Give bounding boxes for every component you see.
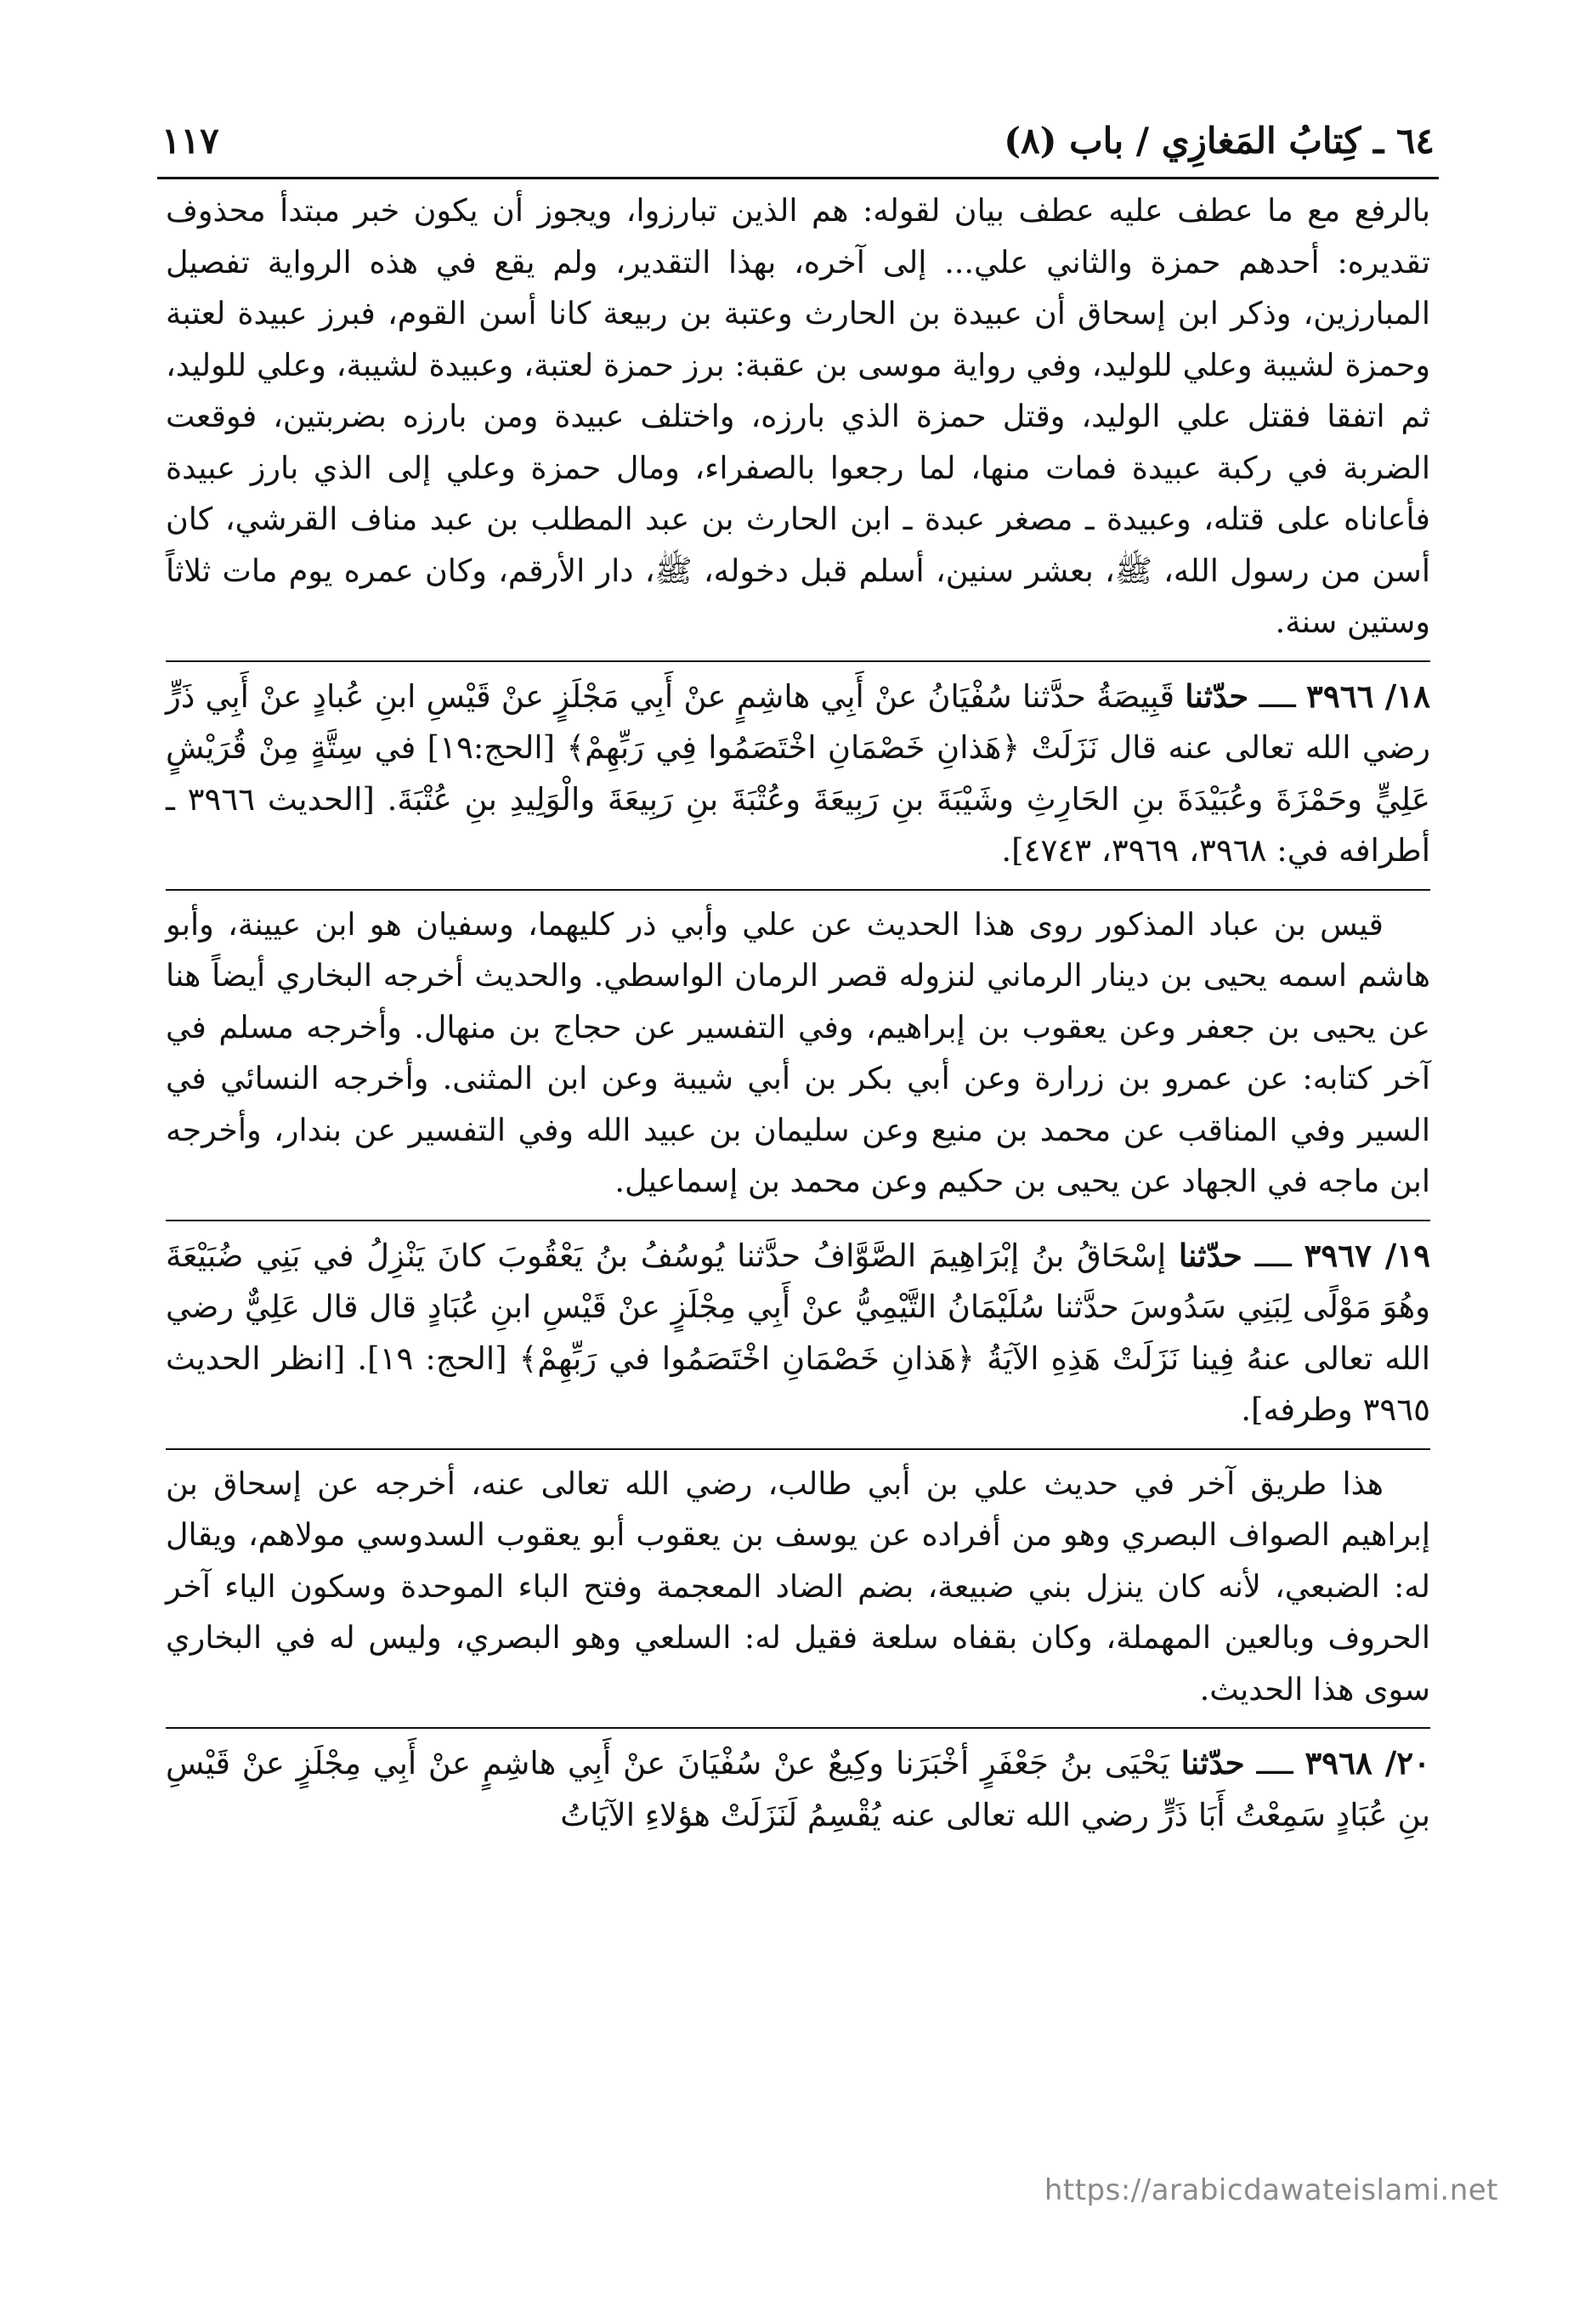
hadith-entry: [166, 671, 1430, 877]
commentary-paragraph: هذا طريق آخر في حديث علي بن أبي طالب، رضي الله تعالى عنه، أخرجه عن إسحاق بن إبراهيم الصواف البصري وهو من أفراده عن يوسف بن يعقوب أبو يعقوب السدوسي مولاهم، ويقال له: الضبعي، لأنه كان ينزل بني ضبيعة، بضم الضاد المعجمة وفتح الباء الموحدة وسكون الياء آخر الحروف وبالعين المهملة، وكان بقفاه سلعة فقيل له: السلعي وهو البصري، وليس له في البخاري سوى هذا الحديث.: [166, 1464, 1430, 1708]
section-divider: [166, 1220, 1430, 1221]
hadith-text: قَبِيصَةُ حدَّثنا سُفْيَانُ عنْ أَبِي هاشِمٍ عنْ أَبِي مَجْلَزٍ عنْ قَيْسِ ابنِ عُبادٍ عنْ أَبِي ذَرٍّ رضي الله تعالى عنه قال نَزَلَتْ ﴿هَذانِ خَصْمَانِ اخْتَصَمُوا فِي رَبِّهِمْ﴾ [الحج:١٩] في سِتَّةٍ مِنْ قُرَيْشٍ عَلِيٍّ وحَمْزَةَ وعُبَيْدَةَ بنِ الحَارِثِ وشَيْبَةَ بنِ رَبِيعَةَ وعُتْبَةَ بنِ رَبِيعَةَ والْوَلِيدِ بنِ عُتْبَةَ. [الحديث ٣٩٦٦ ـ أطرافه في: ٣٩٦٨، ٣٩٦٩، ٤٧٤٣].: [166, 677, 1430, 869]
hadith-dash: ــــ: [1254, 1237, 1292, 1274]
hadith-text: إسْحَاقُ بنُ إبْرَاهِيمَ الصَّوَّافُ حدَّثنا يُوسُفُ بنُ يَعْقُوبَ كانَ يَنْزِلُ في بَنِي ضُبَيْعَةَ وهُوَ مَوْلًى لِبَنِي سَدُوسَ حدَّثنا سُلَيْمَانُ التَّيْمِيُّ عنْ أَبِي مِجْلَزٍ عنْ قَيْسِ ابنِ عُبَادٍ قال قال عَلِيٌّ رضي الله تعالى عنهُ فِينا نَزَلَتْ هَذِهِ الآيَةُ ﴿هَذانِ خَصْمَانِ اخْتَصَمُوا في رَبِّهِمْ﴾ [الحج: ١٩]. [انظر الحديث ٣٩٦٥ وطرفه].: [166, 1237, 1430, 1428]
section-divider: [166, 889, 1430, 891]
narration-keyword: حدّثنا: [1180, 1744, 1245, 1781]
hadith-dash: ــــ: [1256, 1745, 1293, 1781]
hadith-number: ١٩/ ٣٩٦٧: [1304, 1236, 1431, 1274]
hadith-text: يَحْيَى بنُ جَعْفَرٍ أخْبَرَنا وكِيعٌ عنْ سُفْيَانَ عنْ أَبِي هاشِمٍ عنْ أَبِي مِجْلَزٍ عنْ قَيْسِ بنِ عُبَادٍ سَمِعْتُ أَبَا ذَرٍّ رضي الله تعالى عنه يُقْسِمُ لَنَزَلَتْ هؤلاءِ الآيَاتُ: [166, 1745, 1430, 1833]
narration-keyword: حدّثنا: [1185, 677, 1249, 715]
hadith-number: ٢٠/ ٣٩٦٨: [1305, 1744, 1430, 1781]
narration-keyword: حدّثنا: [1178, 1236, 1242, 1274]
page-header: [161, 106, 1435, 174]
page-number: ١١٧: [161, 119, 219, 161]
commentary-paragraph: بالرفع مع ما عطف عليه عطف بيان لقوله: هم الذين تبارزوا، ويجوز أن يكون خبر مبتدأ محذوف تقديره: أحدهم حمزة والثاني علي... إلى آخره، بهذا التقدير، ولم يقع في هذه الرواية تفصيل المبارزين، وذكر ابن إسحاق أن عبيدة بن الحارث وعتبة بن ربيعة كانا أسن القوم، فبرز عبيدة لعتبة وحمزة لشيبة وعلي للوليد، وفي رواية موسى بن عقبة: برز حمزة لعتبة، وعبيدة لشيبة، وعلي للوليد، ثم اتفقا فقتل علي الوليد، وقتل حمزة الذي بارزه، واختلف عبيدة ومن بارزه بضربتين، فوقعت الضربة في ركبة عبيدة فمات منها، لما رجعوا بالصفراء، ومال حمزة وعلي إلى الذي بارز عبيدة فأعاناه على قتله، وعبيدة ـ مصغر عبدة ـ ابن الحارث بن عبد المطلب بن عبد مناف القرشي، كان أسن من رسول الله، ﷺ، بعشر سنين، أسلم قبل دخوله، ﷺ، دار الأرقم، وكان عمره يوم مات ثلاثاً وستين سنة.: [166, 192, 1430, 640]
section-divider: [166, 660, 1430, 662]
header-divider: [157, 177, 1439, 179]
section-divider: [166, 1727, 1430, 1729]
hadith-entry: [166, 1230, 1430, 1436]
hadith-dash: ــــ: [1259, 677, 1296, 715]
hadith-entry: [166, 1737, 1430, 1841]
commentary-paragraph: قيس بن عباد المذكور روى هذا الحديث عن علي وأبي ذر كليهما، وسفيان هو ابن عيينة، وأبو هاشم اسمه يحيى بن دينار الرماني لنزوله قصر الرمان الواسطي. والحديث أخرجه البخاري أيضاً هنا عن يحيى بن جعفر وعن يعقوب بن إبراهيم، وفي التفسير عن حجاج بن منهال. وأخرجه مسلم في آخر كتابه: عن عمرو بن زرارة وعن أبي بكر بن أبي شيبة وعن ابن المثنى. وأخرجه النسائي في السير وفي المناقب عن محمد بن منيع وعن سليمان بن عبيد الله وفي التفسير عن بندار، وأخرجه ابن ماجه في الجهاد عن يحيى بن حكيم وعن محمد بن إسماعيل.: [166, 905, 1430, 1199]
hadith-number: ١٨/ ٣٩٦٦: [1305, 677, 1431, 715]
page-body: [166, 185, 1430, 1841]
website-watermark: https://arabicdawateislami.net: [1044, 2173, 1498, 2207]
section-divider: [166, 1448, 1430, 1450]
running-title: ٦٤ ـ كِتابُ المَغازِي / باب (٨): [1004, 119, 1435, 161]
